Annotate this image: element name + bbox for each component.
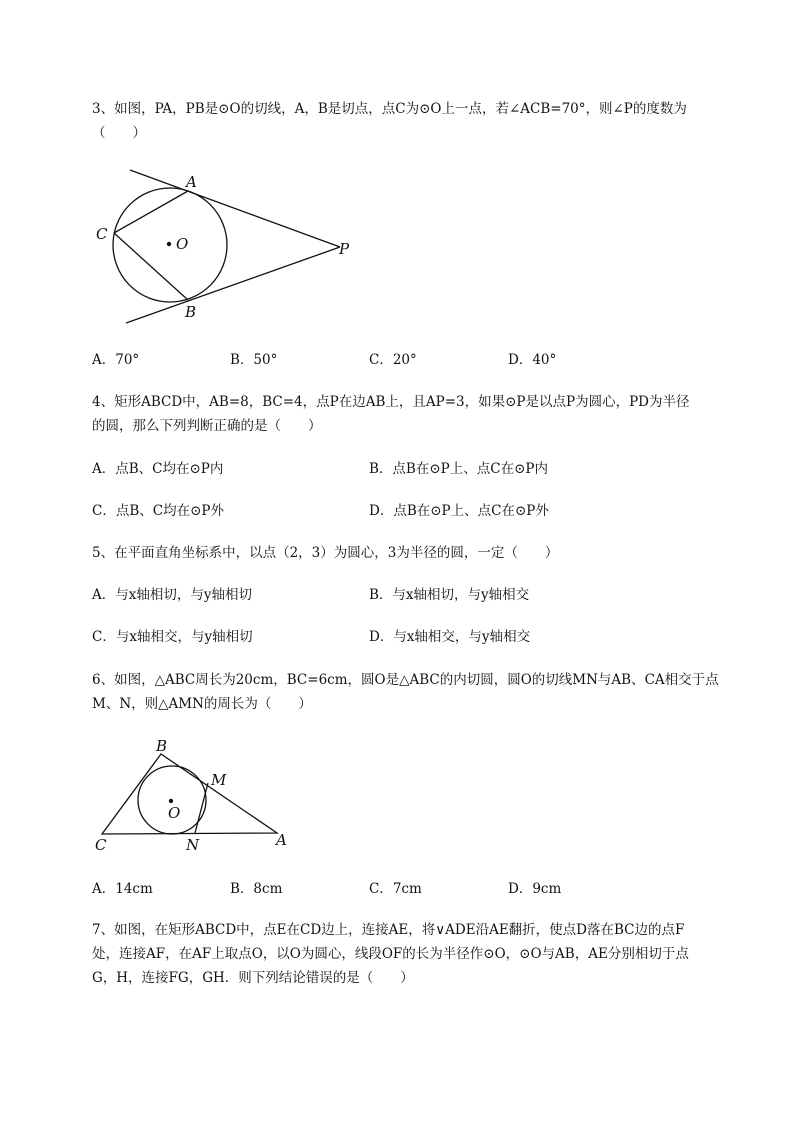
label-o: O xyxy=(168,804,181,822)
option-d[interactable]: D．9cm xyxy=(508,881,562,897)
question-6 xyxy=(92,668,742,716)
triangle-abc xyxy=(102,754,277,834)
option-d[interactable]: D．40° xyxy=(508,352,557,368)
option-b[interactable]: B．50° xyxy=(230,352,278,368)
question-4-options-row-2 xyxy=(92,500,742,522)
option-c[interactable]: C．7cm xyxy=(369,881,422,897)
chord-ca xyxy=(114,191,188,233)
question-5 xyxy=(92,541,742,565)
tangent-line-pa xyxy=(130,170,340,247)
question-7-line-3: G，H，连接FG，GH．则下列结论错误的是（ ） xyxy=(92,970,414,986)
label-c: C xyxy=(96,225,108,243)
label-a: A xyxy=(186,173,197,191)
question-3-line-1: 3、如图，PA，PB是⊙O的切线，A，B是切点，点C为⊙O上一点，若∠ACB=70°，则∠P的度数为 xyxy=(92,101,687,117)
label-p: P xyxy=(339,240,350,258)
option-b[interactable]: B．与x轴相切，与y轴相交 xyxy=(369,587,530,603)
tangent-mn xyxy=(195,783,208,833)
question-4 xyxy=(92,390,742,438)
option-a[interactable]: A．70° xyxy=(92,352,140,368)
center-point-o xyxy=(167,242,171,246)
option-a[interactable]: A．点B、C均在⊙P内 xyxy=(92,461,224,477)
option-c[interactable]: C．与x轴相交，与y轴相切 xyxy=(92,629,253,645)
question-5-options-row-1 xyxy=(92,584,742,606)
question-3-line-2: （ ） xyxy=(92,125,146,141)
center-point-o xyxy=(169,799,173,803)
label-b: B xyxy=(156,737,168,755)
question-5-options-row-2 xyxy=(92,626,742,648)
question-5-line-1: 5、在平面直角坐标系中，以点（2，3）为圆心，3为半径的圆，一定（ ） xyxy=(92,545,559,561)
question-4-line-1: 4、矩形ABCD中，AB=8，BC=4，点P在边AB上，且AP=3，如果⊙P是以点P为圆心，PD为半径 xyxy=(92,394,690,410)
label-m: M xyxy=(211,771,227,789)
label-n: N xyxy=(186,836,200,854)
question-6-line-1: 6、如图，△ABC周长为20cm，BC=6cm，圆O是△ABC的内切圆，圆O的切线MN与AB、CA相交于点 xyxy=(92,672,719,688)
question-6-figure xyxy=(90,735,300,855)
tangent-line-pb xyxy=(126,247,340,323)
option-b[interactable]: B．8cm xyxy=(230,881,283,897)
option-d[interactable]: D．与x轴相交，与y轴相交 xyxy=(369,629,531,645)
option-c[interactable]: C．点B、C均在⊙P外 xyxy=(92,503,224,519)
label-c: C xyxy=(95,836,107,854)
option-d[interactable]: D．点B在⊙P上、点C在⊙P外 xyxy=(369,503,549,519)
option-b[interactable]: B．点B在⊙P上、点C在⊙P内 xyxy=(369,461,548,477)
question-3-options xyxy=(92,349,742,371)
question-6-line-2: M、N，则△AMN的周长为（ ） xyxy=(92,696,312,712)
option-a[interactable]: A．与x轴相切，与y轴相切 xyxy=(92,587,252,603)
question-7-line-1: 7、如图，在矩形ABCD中，点E在CD边上，连接AE，将∨ADE沿AE翻折，使点D落在BC边的点F xyxy=(92,922,685,938)
label-a: A xyxy=(276,831,287,849)
option-c[interactable]: C．20° xyxy=(369,352,417,368)
question-7 xyxy=(92,918,742,990)
label-o: O xyxy=(176,235,189,253)
question-4-line-2: 的圆，那么下列判断正确的是（ ） xyxy=(92,418,322,434)
question-3-figure xyxy=(90,160,370,340)
question-3 xyxy=(92,97,742,145)
label-b: B xyxy=(185,303,197,321)
option-a[interactable]: A．14cm xyxy=(92,881,153,897)
question-6-options xyxy=(92,878,742,900)
question-7-line-2: 处，连接AF，在AF上取点O，以O为圆心，线段OF的长为半径作⊙O，⊙O与AB，AE分别相切于点 xyxy=(92,946,689,962)
question-4-options-row-1 xyxy=(92,458,742,480)
